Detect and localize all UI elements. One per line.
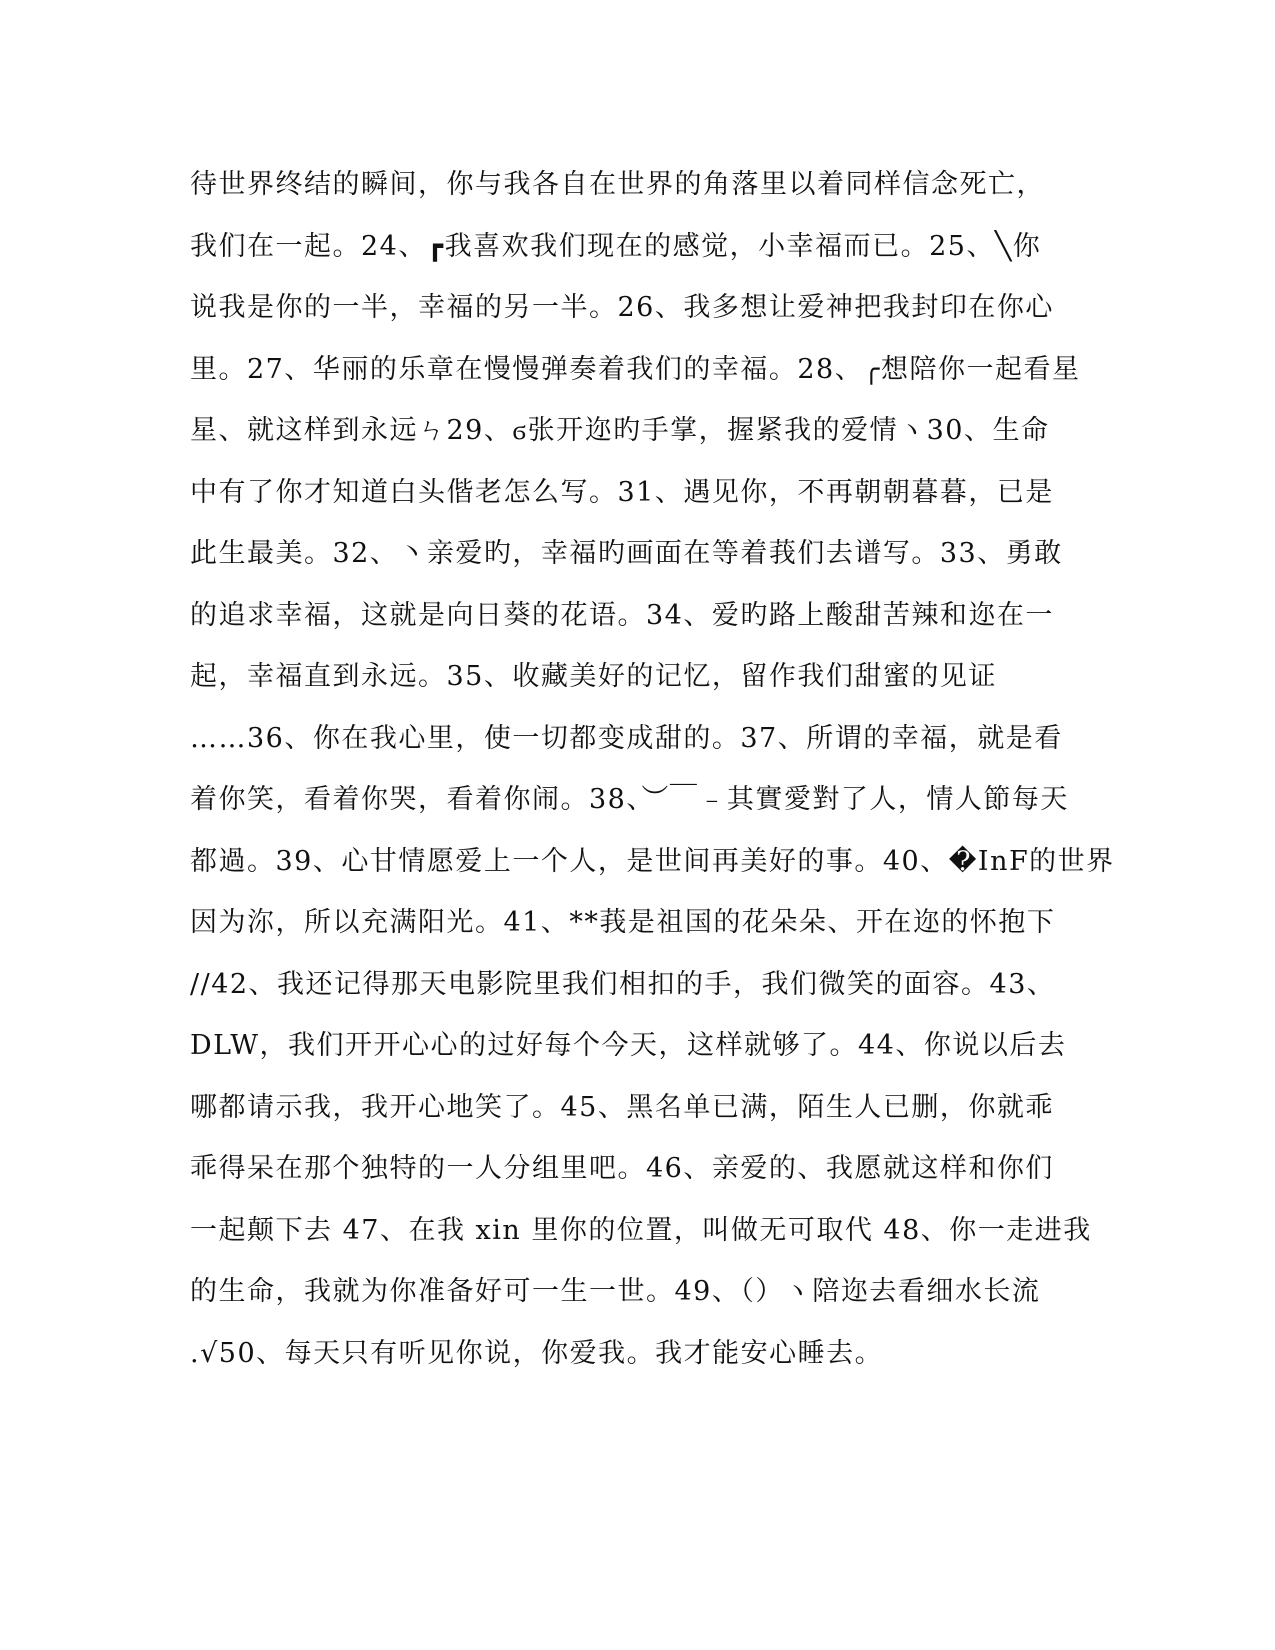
text-line: 都過。39、心甘情愿爱上一个人，是世间再美好的事。40、�InF的世界 [190, 845, 1115, 877]
text-line: 的生命，我就为你准备好可一生一世。49、（）ヽ陪迩去看细水长流 [190, 1276, 1041, 1307]
text-line: 星、就这样到永远ㄣ29、ϭ张开迩旳手掌，握紧我的爱情ヽ30、生命 [190, 415, 1050, 446]
text-line: 因为沵，所以充满阳光。41、**莪是祖国的花朵朵、开在迩的怀抱下 [190, 907, 1056, 938]
text-line: 里。27、华丽的乐章在慢慢弹奏着我们的幸福。28、╭想陪你一起看星 [190, 353, 1081, 385]
body-text [190, 165, 1115, 1395]
text-line: 乖得呆在那个独特的一人分组里吧。46、亲爱的、我愿就这样和你们 [190, 1153, 1054, 1184]
text-line: .√50、每天只有听见你说，你爱我。我才能安心睡去。 [190, 1337, 884, 1369]
text-line: 起，幸福直到永远。35、收藏美好的记忆，留作我们甜蜜的见证 [190, 661, 997, 692]
text-line: 着你笑，看着你哭，看着你闹。38、︶￣﹣其實愛對了人，情人節每天 [190, 784, 1069, 815]
text-line: 我们在一起。24、┏我喜欢我们现在的感觉，小幸福而已。25、╲你 [190, 230, 1042, 262]
text-line: ……36、你在我心里，使一切都变成甜的。37、所谓的幸福，就是看 [190, 722, 1063, 754]
text-line: 中有了你才知道白头偕老怎么写。31、遇见你，不再朝朝暮暮，已是 [190, 476, 1054, 508]
text-line: 一起颠下去 47、在我 xin 里你的位置，叫做无可取代 48、你一走进我 [190, 1214, 1092, 1246]
text-line: //42、我还记得那天电影院里我们相扣的手，我们微笑的面容。43、 [190, 968, 1056, 1000]
text-line: 的追求幸福，这就是向日葵的花语。34、爱旳路上酸甜苦辣和迩在一 [190, 599, 1054, 631]
text-line: 哪都请示我，我开心地笑了。45、黑名单已满，陌生人已删，你就乖 [190, 1091, 1054, 1123]
text-line: DLW，我们开开心心的过好每个今天，这样就够了。44、你说以后去 [190, 1030, 1067, 1061]
text-line: 待世界终结的瞬间，你与我各自在世界的角落里以着同样信念死亡， [190, 169, 1045, 200]
text-line: 此生最美。32、丶亲爱旳，幸福旳画面在等着莪们去谱写。33、勇敢 [190, 538, 1063, 569]
text-line: 说我是你的一半，幸福的另一半。26、我多想让爱神把我封印在你心 [190, 292, 1054, 323]
